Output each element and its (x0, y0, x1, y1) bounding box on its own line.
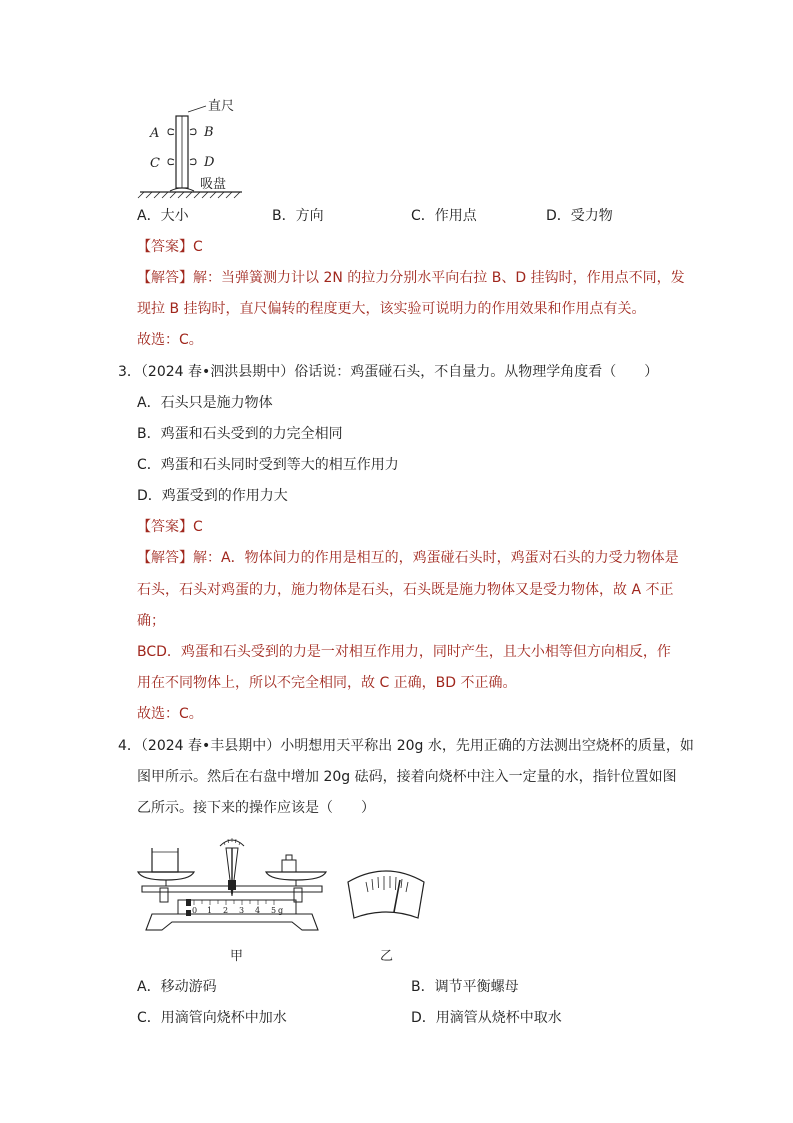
q3-explain-line-3: 确； (137, 613, 165, 629)
hook-label-c: C (150, 156, 160, 171)
q4-option-a: A．移动游码 (137, 979, 217, 995)
answer-value: C (193, 519, 203, 535)
q3-option-d: D．鸡蛋受到的作用力大 (137, 488, 288, 504)
balance-figure (132, 826, 342, 966)
answer-tag: 【答案】 (137, 519, 193, 535)
q3-explain-line-2: 石头，石头对鸡蛋的力，施力物体是石头，石头既是施力物体又是受力物体，故 A 不正 (137, 582, 674, 598)
explain-tag: 【解答】 (137, 270, 193, 286)
q2-option-a: A．大小 (137, 208, 189, 224)
q3-explain-line-1 (137, 548, 679, 568)
scale-tick-1: 1 (207, 906, 213, 915)
answer-tag: 【答案】 (137, 239, 193, 255)
scale-tick-4: 4 (255, 906, 261, 915)
q3-explain-line-4: BCD．鸡蛋和石头受到的力是一对相互作用力，同时产生，且大小相等但方向相反，作 (137, 644, 671, 660)
rider (186, 899, 191, 906)
q2-option-b: B．方向 (272, 208, 324, 224)
q2-answer (137, 237, 203, 257)
answer-value: C (193, 239, 203, 255)
q3-option-a: A．石头只是施力物体 (137, 395, 273, 411)
scale-tick-unit: g (278, 906, 284, 915)
q4-stem-line-1: 4．（2024 春•丰县期中）小明想用天平称出 20g 水，先用正确的方法测出空烧杯的质量，如 (118, 738, 694, 754)
scale-tick-5: 5 (271, 906, 277, 915)
scale-tick-3: 3 (239, 906, 245, 915)
q2-option-c: C．作用点 (411, 208, 477, 224)
hook-label-b: B (204, 125, 214, 140)
q3-answer (137, 517, 203, 537)
hook-label-d: D (204, 155, 215, 170)
ruler-figure (130, 92, 250, 200)
q3-explain-line-5: 用在不同物体上，所以不完全相同，故 C 正确，BD 不正确。 (137, 675, 517, 691)
fig-label-jia: 甲 (230, 949, 244, 964)
explain-tag: 【解答】 (137, 550, 193, 566)
q3-conclusion: 故选：C。 (137, 706, 203, 722)
q4-option-c: C．用滴管向烧杯中加水 (137, 1010, 287, 1026)
q2-explain-line-1 (137, 268, 685, 288)
q3-option-b: B．鸡蛋和石头受到的力完全相同 (137, 426, 343, 442)
q3-stem: 3．（2024 春•泗洪县期中）俗话说：鸡蛋碰石头，不自量力。从物理学角度看（ ） (118, 364, 659, 380)
explain-text: 解：当弹簧测力计以 2N 的拉力分别水平向右拉 B、D 挂钩时，作用点不同，发 (193, 270, 685, 286)
scale-tick-2: 2 (223, 906, 229, 915)
q2-conclusion: 故选：C。 (137, 332, 203, 348)
sucker-label: 吸盘 (200, 177, 227, 192)
explain-text: 解：A．物体间力的作用是相互的，鸡蛋碰石头时，鸡蛋对石头的力受力物体是 (193, 550, 679, 566)
hook-label-a: A (150, 126, 160, 141)
q2-explain-line-2: 现拉 B 挂钩时，直尺偏转的程度更大，该实验可说明力的作用效果和作用点有关。 (137, 301, 646, 317)
q4-option-d: D．用滴管从烧杯中取水 (411, 1010, 562, 1026)
fig-label-yi: 乙 (380, 949, 394, 964)
q3-option-c: C．鸡蛋和石头同时受到等大的相互作用力 (137, 457, 399, 473)
q4-stem-line-2: 图甲所示。然后在右盘中增加 20g 砝码，接着向烧杯中注入一定量的水，指针位置如图 (137, 769, 677, 785)
dial-figure (344, 866, 428, 966)
q2-option-d: D．受力物 (546, 208, 613, 224)
q4-option-b: B．调节平衡螺母 (411, 979, 519, 995)
ruler-label: 直尺 (208, 99, 235, 114)
dial-pointer (394, 880, 400, 912)
q4-stem-line-3: 乙所示。接下来的操作应该是（ ） (137, 800, 375, 816)
scale-tick-0: 0 (192, 906, 198, 915)
